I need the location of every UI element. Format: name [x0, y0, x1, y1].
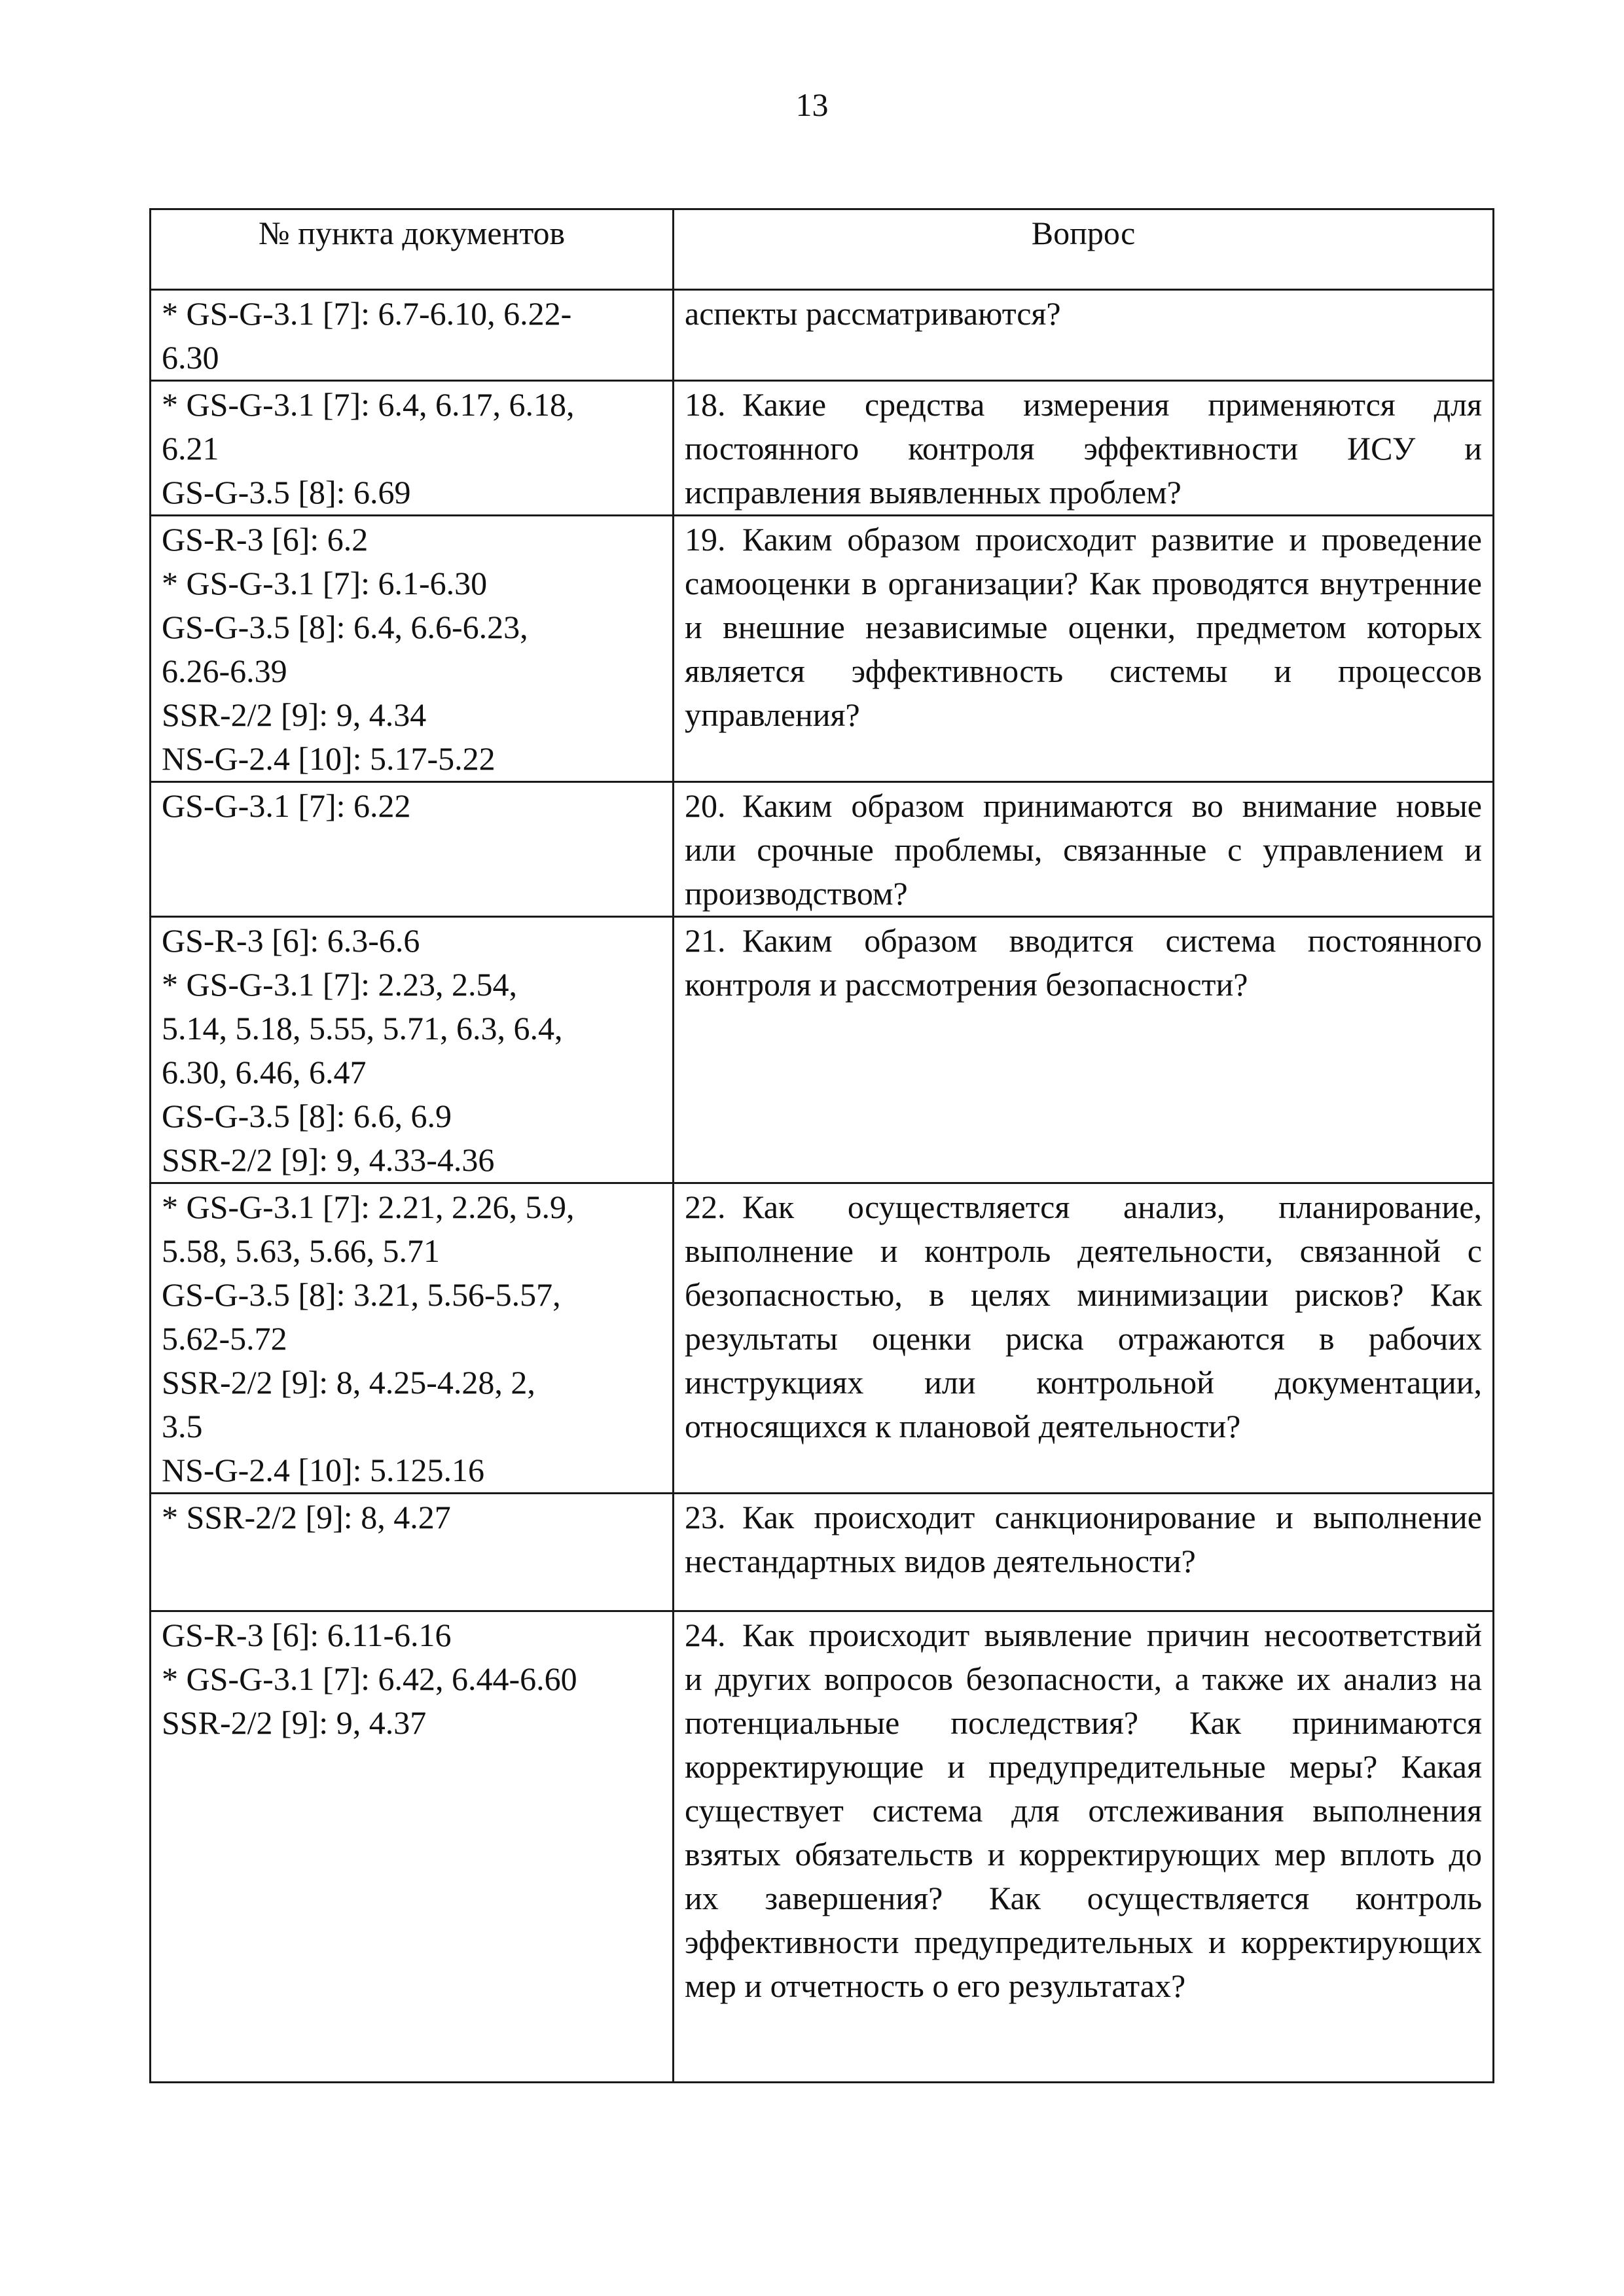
table-row	[151, 381, 1494, 516]
question-cell	[674, 1611, 1494, 2083]
question-number: 18.	[685, 386, 726, 423]
document-ref-line: 6.30	[162, 339, 219, 376]
document-ref-line: GS-R-3 [6]: 6.11-6.16	[162, 1617, 452, 1653]
table-row	[151, 516, 1494, 782]
document-ref-line: 6.26-6.39	[162, 653, 287, 689]
document-ref-line: 5.14, 5.18, 5.55, 5.71, 6.3, 6.4,	[162, 1010, 563, 1047]
question-cell	[674, 516, 1494, 782]
document-ref-line: NS-G-2.4 [10]: 5.17-5.22	[162, 740, 496, 777]
header-document-items: № пункта документов	[151, 209, 674, 290]
document-ref-line: 6.30, 6.46, 6.47	[162, 1054, 367, 1090]
question-number: 20.	[685, 787, 726, 824]
document-ref-line: GS-G-3.5 [8]: 6.69	[162, 474, 411, 511]
question-number: 22.	[685, 1189, 726, 1225]
requirements-table	[149, 208, 1494, 2083]
document-ref-line: SSR-2/2 [9]: 9, 4.37	[162, 1704, 427, 1741]
table-row	[151, 1183, 1494, 1494]
document-refs-cell	[151, 1494, 674, 1611]
document-ref-line: GS-G-3.5 [8]: 3.21, 5.56-5.57,	[162, 1276, 561, 1313]
document-ref-line: * GS-G-3.1 [7]: 6.4, 6.17, 6.18,	[162, 386, 575, 423]
document-ref-line: SSR-2/2 [9]: 9, 4.34	[162, 696, 427, 733]
document-ref-line: 5.62-5.72	[162, 1320, 287, 1357]
question-number: 19.	[685, 521, 726, 558]
document-ref-line: * GS-G-3.1 [7]: 6.1-6.30	[162, 565, 488, 601]
document-ref-line: GS-R-3 [6]: 6.3-6.6	[162, 922, 420, 959]
document-refs-cell	[151, 516, 674, 782]
document-ref-line: * GS-G-3.1 [7]: 2.21, 2.26, 5.9,	[162, 1189, 575, 1225]
question-cell	[674, 290, 1494, 381]
question-cell	[674, 782, 1494, 917]
document-refs-cell	[151, 381, 674, 516]
question-cell	[674, 1494, 1494, 1611]
document-refs-cell	[151, 290, 674, 381]
document-ref-line: * GS-G-3.1 [7]: 2.23, 2.54,	[162, 966, 518, 1003]
document-ref-line: GS-G-3.1 [7]: 6.22	[162, 787, 411, 824]
document-ref-line: * GS-G-3.1 [7]: 6.42, 6.44-6.60	[162, 1660, 577, 1697]
question-text: Каким образом вводится система постоянного контроля и рассмотрения безопасности?	[685, 922, 1482, 1003]
table-body	[151, 290, 1494, 2083]
document-ref-line: * SSR-2/2 [9]: 8, 4.27	[162, 1499, 451, 1535]
question-text: Как происходит выявление причин несоответствий и других вопросов безопасности, а также их анализ на потенциальные последствия? Как принимаются корректирующие и предупредительные меры? Какая существует система для отслеживания выполнения взятых обязательств и корректирующих мер вплоть до их завершения? Как осуществляется контроль эффективности предупредительных и корректирующих мер и отчетность о его результатах?	[685, 1617, 1482, 2004]
table-header-row	[151, 209, 1494, 290]
document-refs-cell	[151, 782, 674, 917]
header-question: Вопрос	[674, 209, 1494, 290]
table-row	[151, 917, 1494, 1183]
document-refs-cell	[151, 1611, 674, 2083]
table-row	[151, 290, 1494, 381]
question-text: Какие средства измерения применяются для постоянного контроля эффективности ИСУ и исправления выявленных проблем?	[685, 386, 1482, 511]
document-refs-cell	[151, 917, 674, 1183]
table-row	[151, 782, 1494, 917]
table-row	[151, 1611, 1494, 2083]
question-cell	[674, 917, 1494, 1183]
document-ref-line: GS-G-3.5 [8]: 6.6, 6.9	[162, 1098, 452, 1134]
document-ref-line: SSR-2/2 [9]: 8, 4.25-4.28, 2,	[162, 1364, 535, 1401]
document-ref-line: GS-R-3 [6]: 6.2	[162, 521, 369, 558]
question-cell	[674, 1183, 1494, 1494]
page-number: 13	[795, 86, 829, 123]
document-ref-line: * GS-G-3.1 [7]: 6.7-6.10, 6.22-	[162, 295, 572, 332]
document-refs-cell	[151, 1183, 674, 1494]
document-ref-line: GS-G-3.5 [8]: 6.4, 6.6-6.23,	[162, 609, 528, 645]
document-ref-line: NS-G-2.4 [10]: 5.125.16	[162, 1452, 485, 1488]
question-number: 24.	[685, 1617, 726, 1653]
question-cell	[674, 381, 1494, 516]
document-ref-line: 6.21	[162, 430, 219, 467]
question-text: Каким образом принимаются во внимание новые или срочные проблемы, связанные с управлением и производством?	[685, 787, 1482, 912]
question-number: 23.	[685, 1499, 726, 1535]
table-row	[151, 1494, 1494, 1611]
document-ref-line: 5.58, 5.63, 5.66, 5.71	[162, 1232, 440, 1269]
document-ref-line: SSR-2/2 [9]: 9, 4.33-4.36	[162, 1141, 495, 1178]
question-text: аспекты рассматриваются?	[685, 295, 1061, 332]
question-text: Каким образом происходит развитие и проведение самооценки в организации? Как проводятся внутренние и внешние независимые оценки, предметом которых является эффективность системы и процессов управления?	[685, 521, 1482, 733]
question-number: 21.	[685, 922, 726, 959]
question-text: Как происходит санкционирование и выполнение нестандартных видов деятельности?	[685, 1499, 1482, 1579]
question-text: Как осуществляется анализ, планирование, выполнение и контроль деятельности, связанной с безопасностью, в целях минимизации рисков? Как результаты оценки риска отражаются в рабочих инструкциях или контрольной документации, относящихся к плановой деятельности?	[685, 1189, 1482, 1444]
document-ref-line: 3.5	[162, 1408, 203, 1444]
